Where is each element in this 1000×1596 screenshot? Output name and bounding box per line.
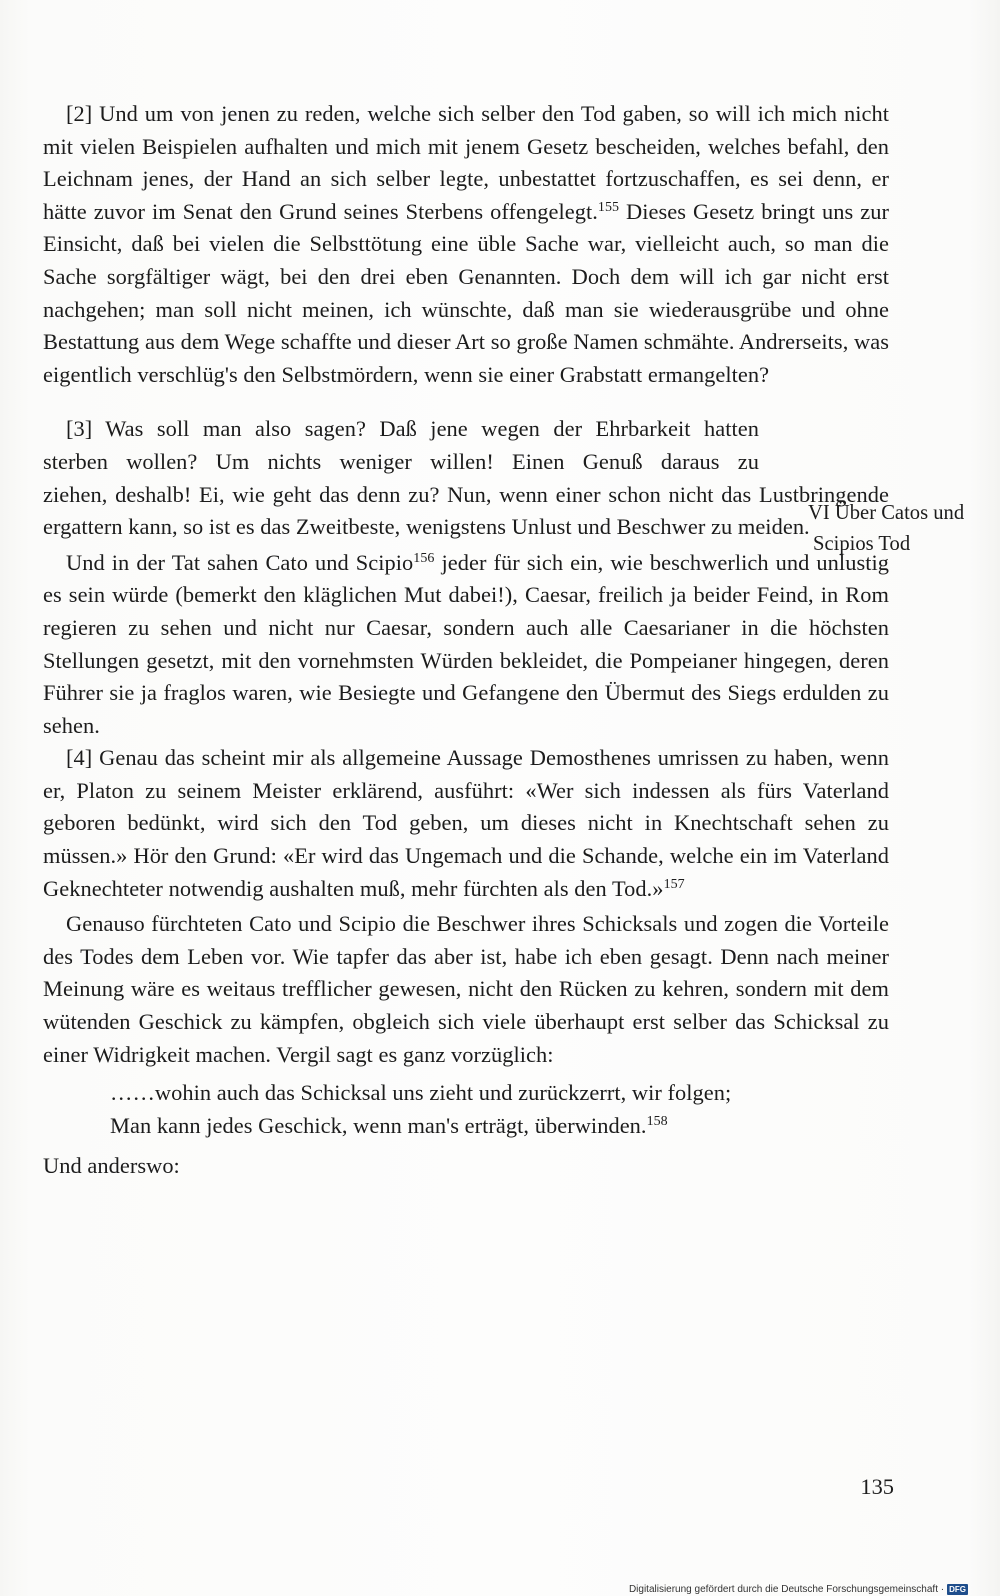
footer-text: Digitalisierung gefördert durch die Deutsche Forschungsgemeinschaft · <box>628 1584 945 1595</box>
paragraph-2 <box>43 98 889 391</box>
verse-line-1: ……wohin auch das Schicksal uns zieht und zurückzerrt, wir folgen; <box>110 1080 732 1106</box>
verse-line-2 <box>43 1110 889 1143</box>
paragraph-3-line-1: [3] Was soll man also sagen? Daß jene wegen der Ehrbarkeit hatten <box>66 416 759 442</box>
footnote-ref-156[interactable]: 156 <box>413 550 435 566</box>
dfg-logo-icon: DFG <box>949 1585 966 1594</box>
paragraph-4-text: [4] Genau das scheint mir als allgemeine Aussage Demosthenes umrissen zu haben, wenn er, Platon zu seinem Meister erklärend, ausführt: «Wer sich indessen als fürs Vaterland geboren bedünkt, wird sich den Tod geben, um dieses nicht in Knechtschaft sehen zu müssen.» Hör den Grund: «Er wird das Ungemach und die Schande, welche ein im Vaterland Geknechteter notwendig aushalten muß, mehr fürchten als den Tod.» <box>43 745 889 901</box>
footnote-ref-158[interactable]: 158 <box>646 1113 668 1129</box>
paragraph-3-line-2: sterben wollen? Um nichts weniger willen! Einen Genuß daraus zu <box>43 448 759 474</box>
marginal-note-line-2: Scipios Tod <box>813 533 911 555</box>
paragraph-2-text-b: Dieses Gesetz bringt uns zur Einsicht, daß bei vielen die Selbsttötung eine üble Sache war, vielleicht auch, so man die Sache sorgfältiger wägt, bei den drei eben Genannten. Doch dem will ich gar nicht erst nachgehen; man soll nicht meinen, ich wünschte, daß man sie wiederausgrübe und ohne Bestattung aus dem Wege schaffte und dieser Art so große Namen schmähte. Andrerseits, was eigentlich verschlüg's den Selbstmördern, wenn sie einer Grabstatt ermangelten? <box>43 198 889 387</box>
paragraph-3b-text-a: Und in der Tat sahen Cato und Scipio <box>66 549 414 575</box>
paragraph-2-text-a: [2] Und um von jenen zu reden, welche sich selber den Tod gaben, so will ich mich nicht mit vielen Beispielen aufhalten und mich mit jenem Gesetz bescheiden, welches befahl, den Leichnam jenes, der Hand an sich selber legte, unbestattet fortzuschaffen, es sei denn, er hätte zuvor im Senat den Grund seines Sterbens offengelegt. <box>43 101 889 224</box>
paragraph-3-rest: ziehen, deshalb! Ei, wie geht das denn zu? Nun, wenn einer schon nicht das Lustbringende ergattern kann, so ist es das Zweitbeste, wenigstens Unlust und Beschwer zu meiden. <box>43 481 889 540</box>
paragraph-3b-text-b: jeder für sich ein, wie beschwerlich und unlustig es sein würde (bemerkt den kläglichen Mut dabei!), Caesar, freilich ja beider Feind, in Rom regieren zu sehen und nicht nur Caesar, sondern auch alle Caesarianer in die höchsten Stellungen gesetzt, mit den vornehmsten Würden bekleidet, die Pompeianer hingegen, deren Führer sie ja fraglos waren, wie Besiegte und Gefangene den Übermut des Siegs erdulden zu sehen. <box>43 549 889 738</box>
closing-line: Und anderswo: <box>43 1153 180 1179</box>
paragraph-3b <box>43 547 889 743</box>
page-number: 135 <box>860 1474 894 1499</box>
footnote-ref-155[interactable]: 155 <box>597 199 620 215</box>
digitization-footer <box>629 1584 968 1595</box>
marginal-note <box>808 498 988 560</box>
paragraph-5: Genauso fürchteten Cato und Scipio die Beschwer ihres Schicksals und zogen die Vorteile des Todes dem Leben vor. Wie tapfer das aber ist, habe ich eben gesagt. Denn nach meiner Meinung wäre es weitaus trefflicher gewesen, nicht den Rücken zu kehren, sondern mit dem wütenden Geschick zu kämpfen, obgleich sich viele überhaupt erst selber das Schicksal zu einer Widrigkeit machen. Vergil sagt es ganz vorzüglich: <box>43 911 889 1067</box>
verse-line-2-text: Man kann jedes Geschick, wenn man's erträgt, überwinden. <box>110 1112 647 1138</box>
marginal-note-line-1: VI Über Catos und <box>808 502 965 524</box>
paragraph-4 <box>43 742 889 905</box>
footnote-ref-157[interactable]: 157 <box>663 876 685 892</box>
main-text <box>43 98 889 1183</box>
